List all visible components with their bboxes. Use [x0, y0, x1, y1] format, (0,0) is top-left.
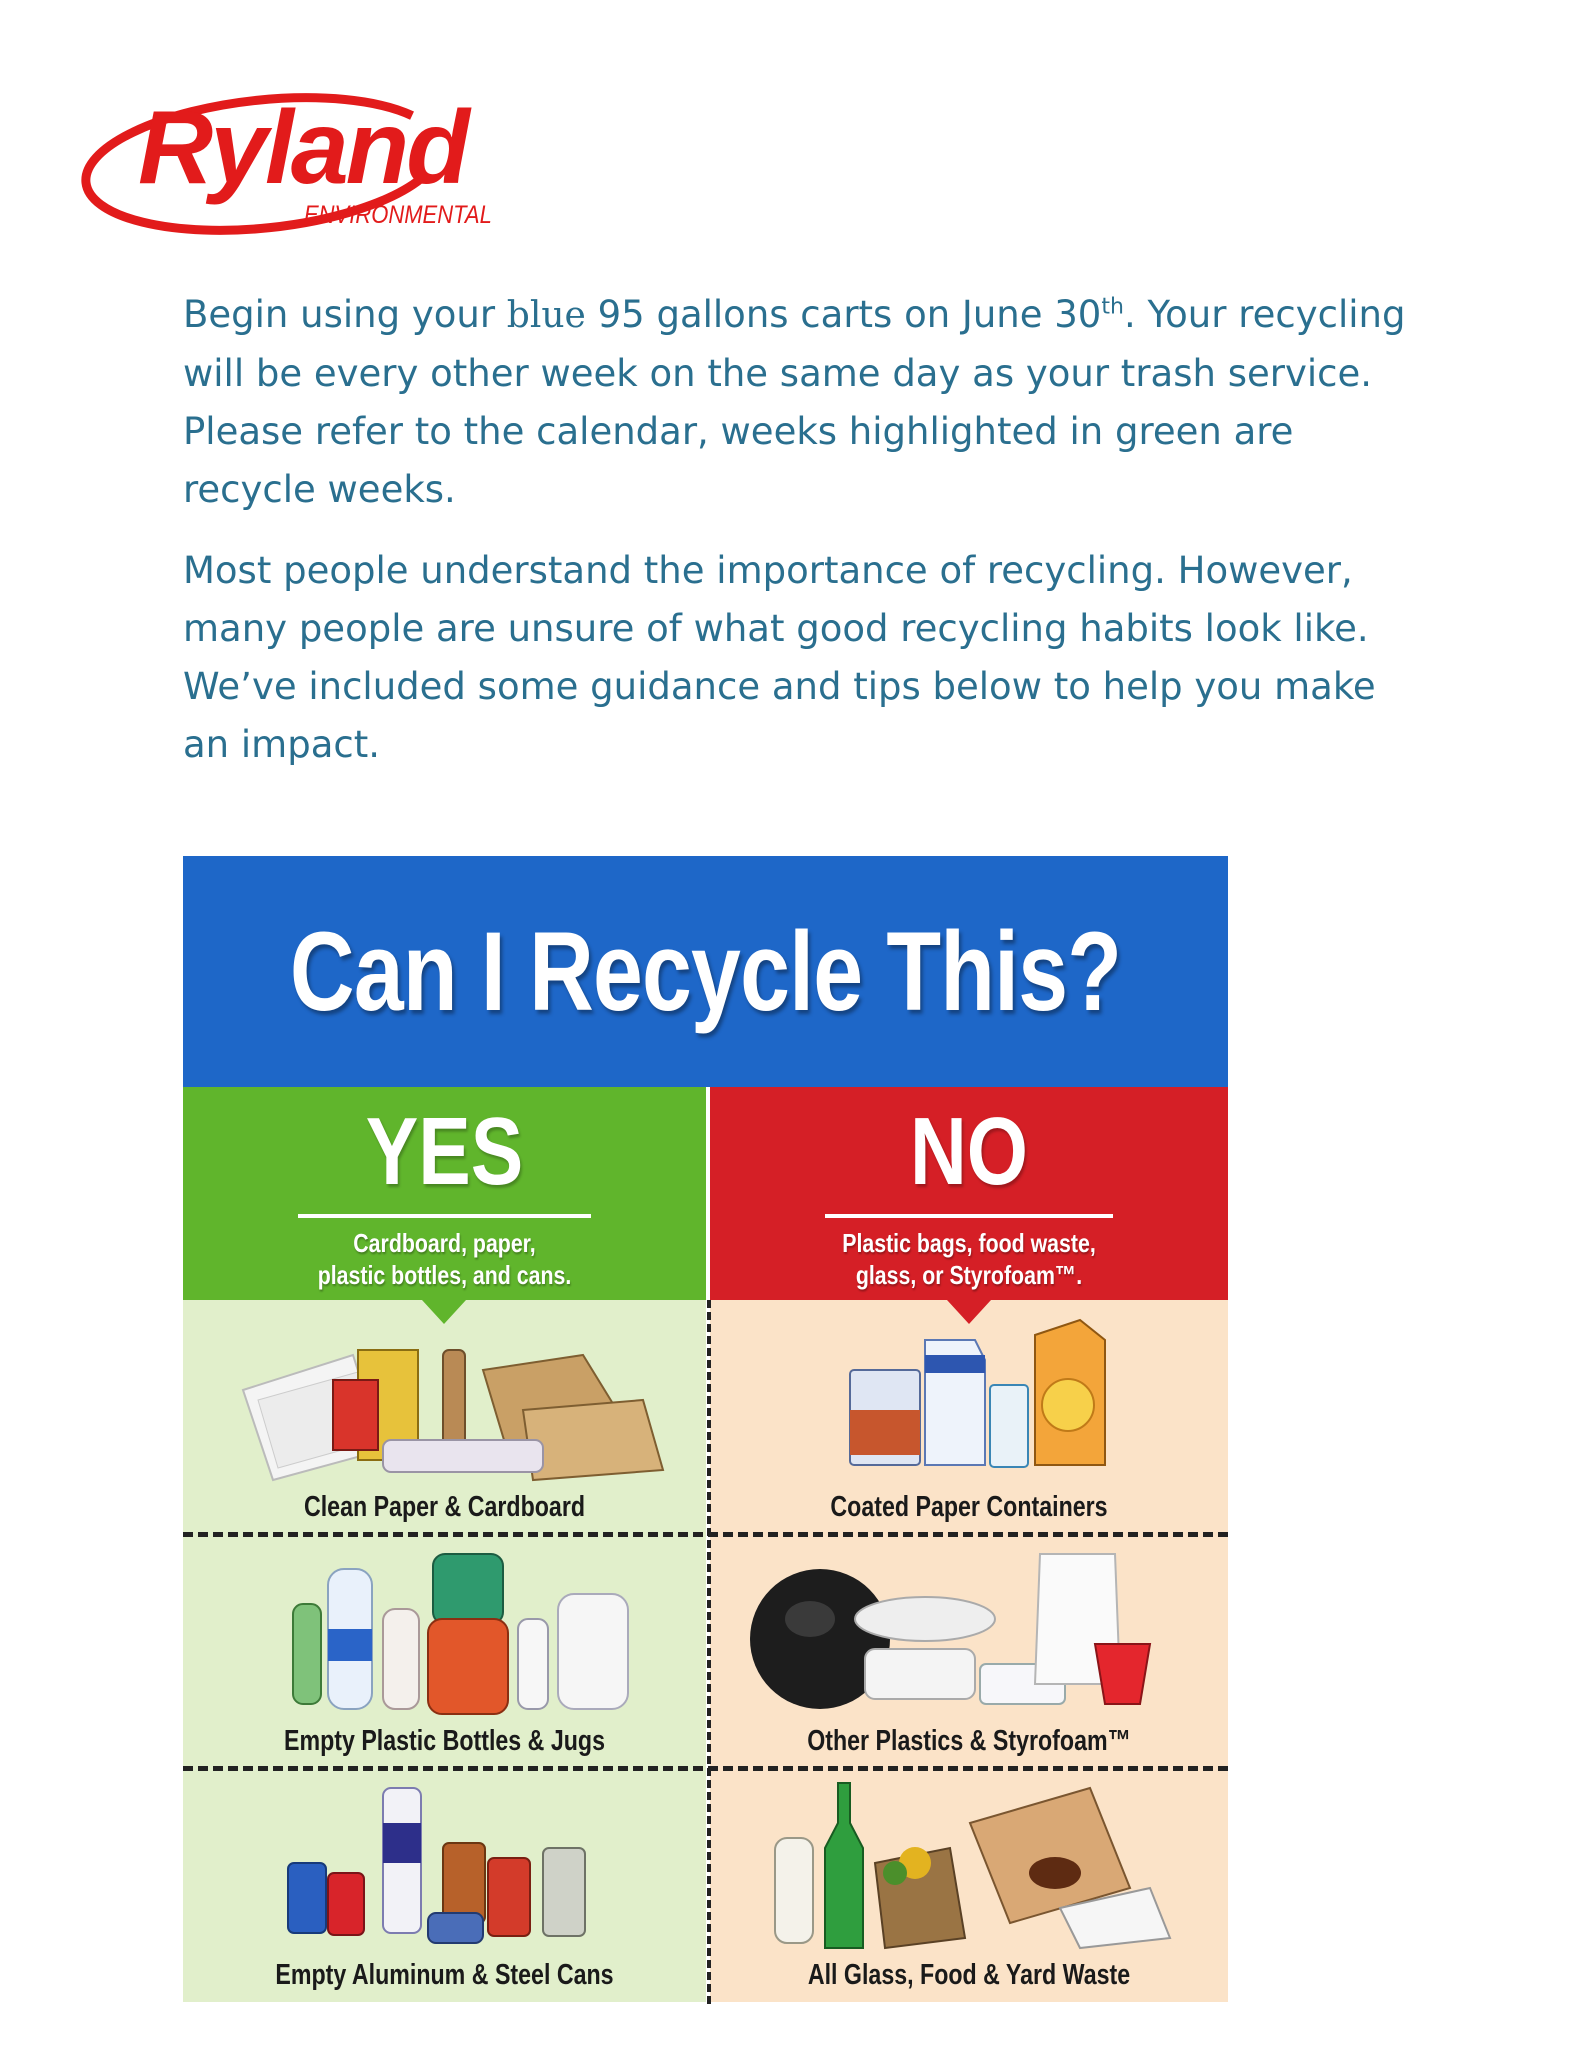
- row-divider: [183, 1532, 1228, 1537]
- poster-title: Can I Recycle This?: [289, 909, 1122, 1034]
- intro-paragraph-1: [183, 286, 1423, 519]
- no-title: NO: [909, 1098, 1029, 1205]
- ryland-logo: [78, 82, 492, 242]
- intro-p1-start: Begin using your: [183, 293, 507, 336]
- intro-p1-date: 95 gallons carts on June 30: [585, 293, 1102, 336]
- coated-containers-icon: [710, 1300, 1228, 1490]
- no-column-header: [710, 1087, 1228, 1300]
- intro-p1-end: . Your recycling will be every other week on the same day as your trash service. Please refer to the calendar, weeks highlighted in green are recycle weeks.: [183, 293, 1406, 511]
- glass-food-waste-icon: [710, 1768, 1228, 1958]
- paper-cardboard-icon: [183, 1300, 706, 1490]
- column-divider: [707, 1300, 711, 2004]
- logo-subtitle: ENVIRONMENTAL: [304, 200, 492, 229]
- no-divider: [825, 1214, 1113, 1218]
- logo-wordmark: Ryland: [138, 90, 467, 206]
- yes-column-header: [183, 1087, 706, 1300]
- no-item-glass-food: [710, 1768, 1228, 2002]
- plastic-bags-styrofoam-icon: [710, 1534, 1228, 1724]
- yes-item-paper: [183, 1300, 706, 1534]
- no-item-label: Coated Paper Containers: [830, 1491, 1108, 1523]
- recycle-poster: [183, 856, 1228, 2004]
- yes-item-label: Empty Plastic Bottles & Jugs: [283, 1725, 606, 1757]
- yes-description: Cardboard, paper, plastic bottles, and cans.: [317, 1228, 572, 1290]
- intro-p1-sup: th: [1101, 294, 1124, 320]
- yes-item-bottles: [183, 1534, 706, 1768]
- no-item-coated-paper: [710, 1300, 1228, 1534]
- yes-pointer-icon: [422, 1300, 466, 1324]
- row-divider: [183, 1766, 1228, 1771]
- no-item-plastics: [710, 1534, 1228, 1768]
- no-description: Plastic bags, food waste, glass, or Styrofoam™.: [842, 1228, 1096, 1290]
- yes-divider: [298, 1214, 591, 1218]
- metal-cans-icon: [183, 1768, 706, 1958]
- no-item-label: Other Plastics & Styrofoam™: [807, 1725, 1131, 1757]
- yes-item-label: Empty Aluminum & Steel Cans: [275, 1959, 614, 1991]
- yes-item-cans: [183, 1768, 706, 2002]
- plastic-bottles-icon: [183, 1534, 706, 1724]
- yes-title: YES: [365, 1098, 524, 1205]
- intro-blue-word: blue: [506, 295, 586, 336]
- no-item-label: All Glass, Food & Yard Waste: [807, 1959, 1131, 1991]
- yes-item-label: Clean Paper & Cardboard: [303, 1491, 586, 1523]
- intro-paragraph-2: Most people understand the importance of recycling. However, many people are unsure of what good recycling habits look like. We’ve included some guidance and tips below to help you make an impact.: [183, 549, 1376, 766]
- poster-header: [183, 856, 1228, 1087]
- no-pointer-icon: [947, 1300, 991, 1324]
